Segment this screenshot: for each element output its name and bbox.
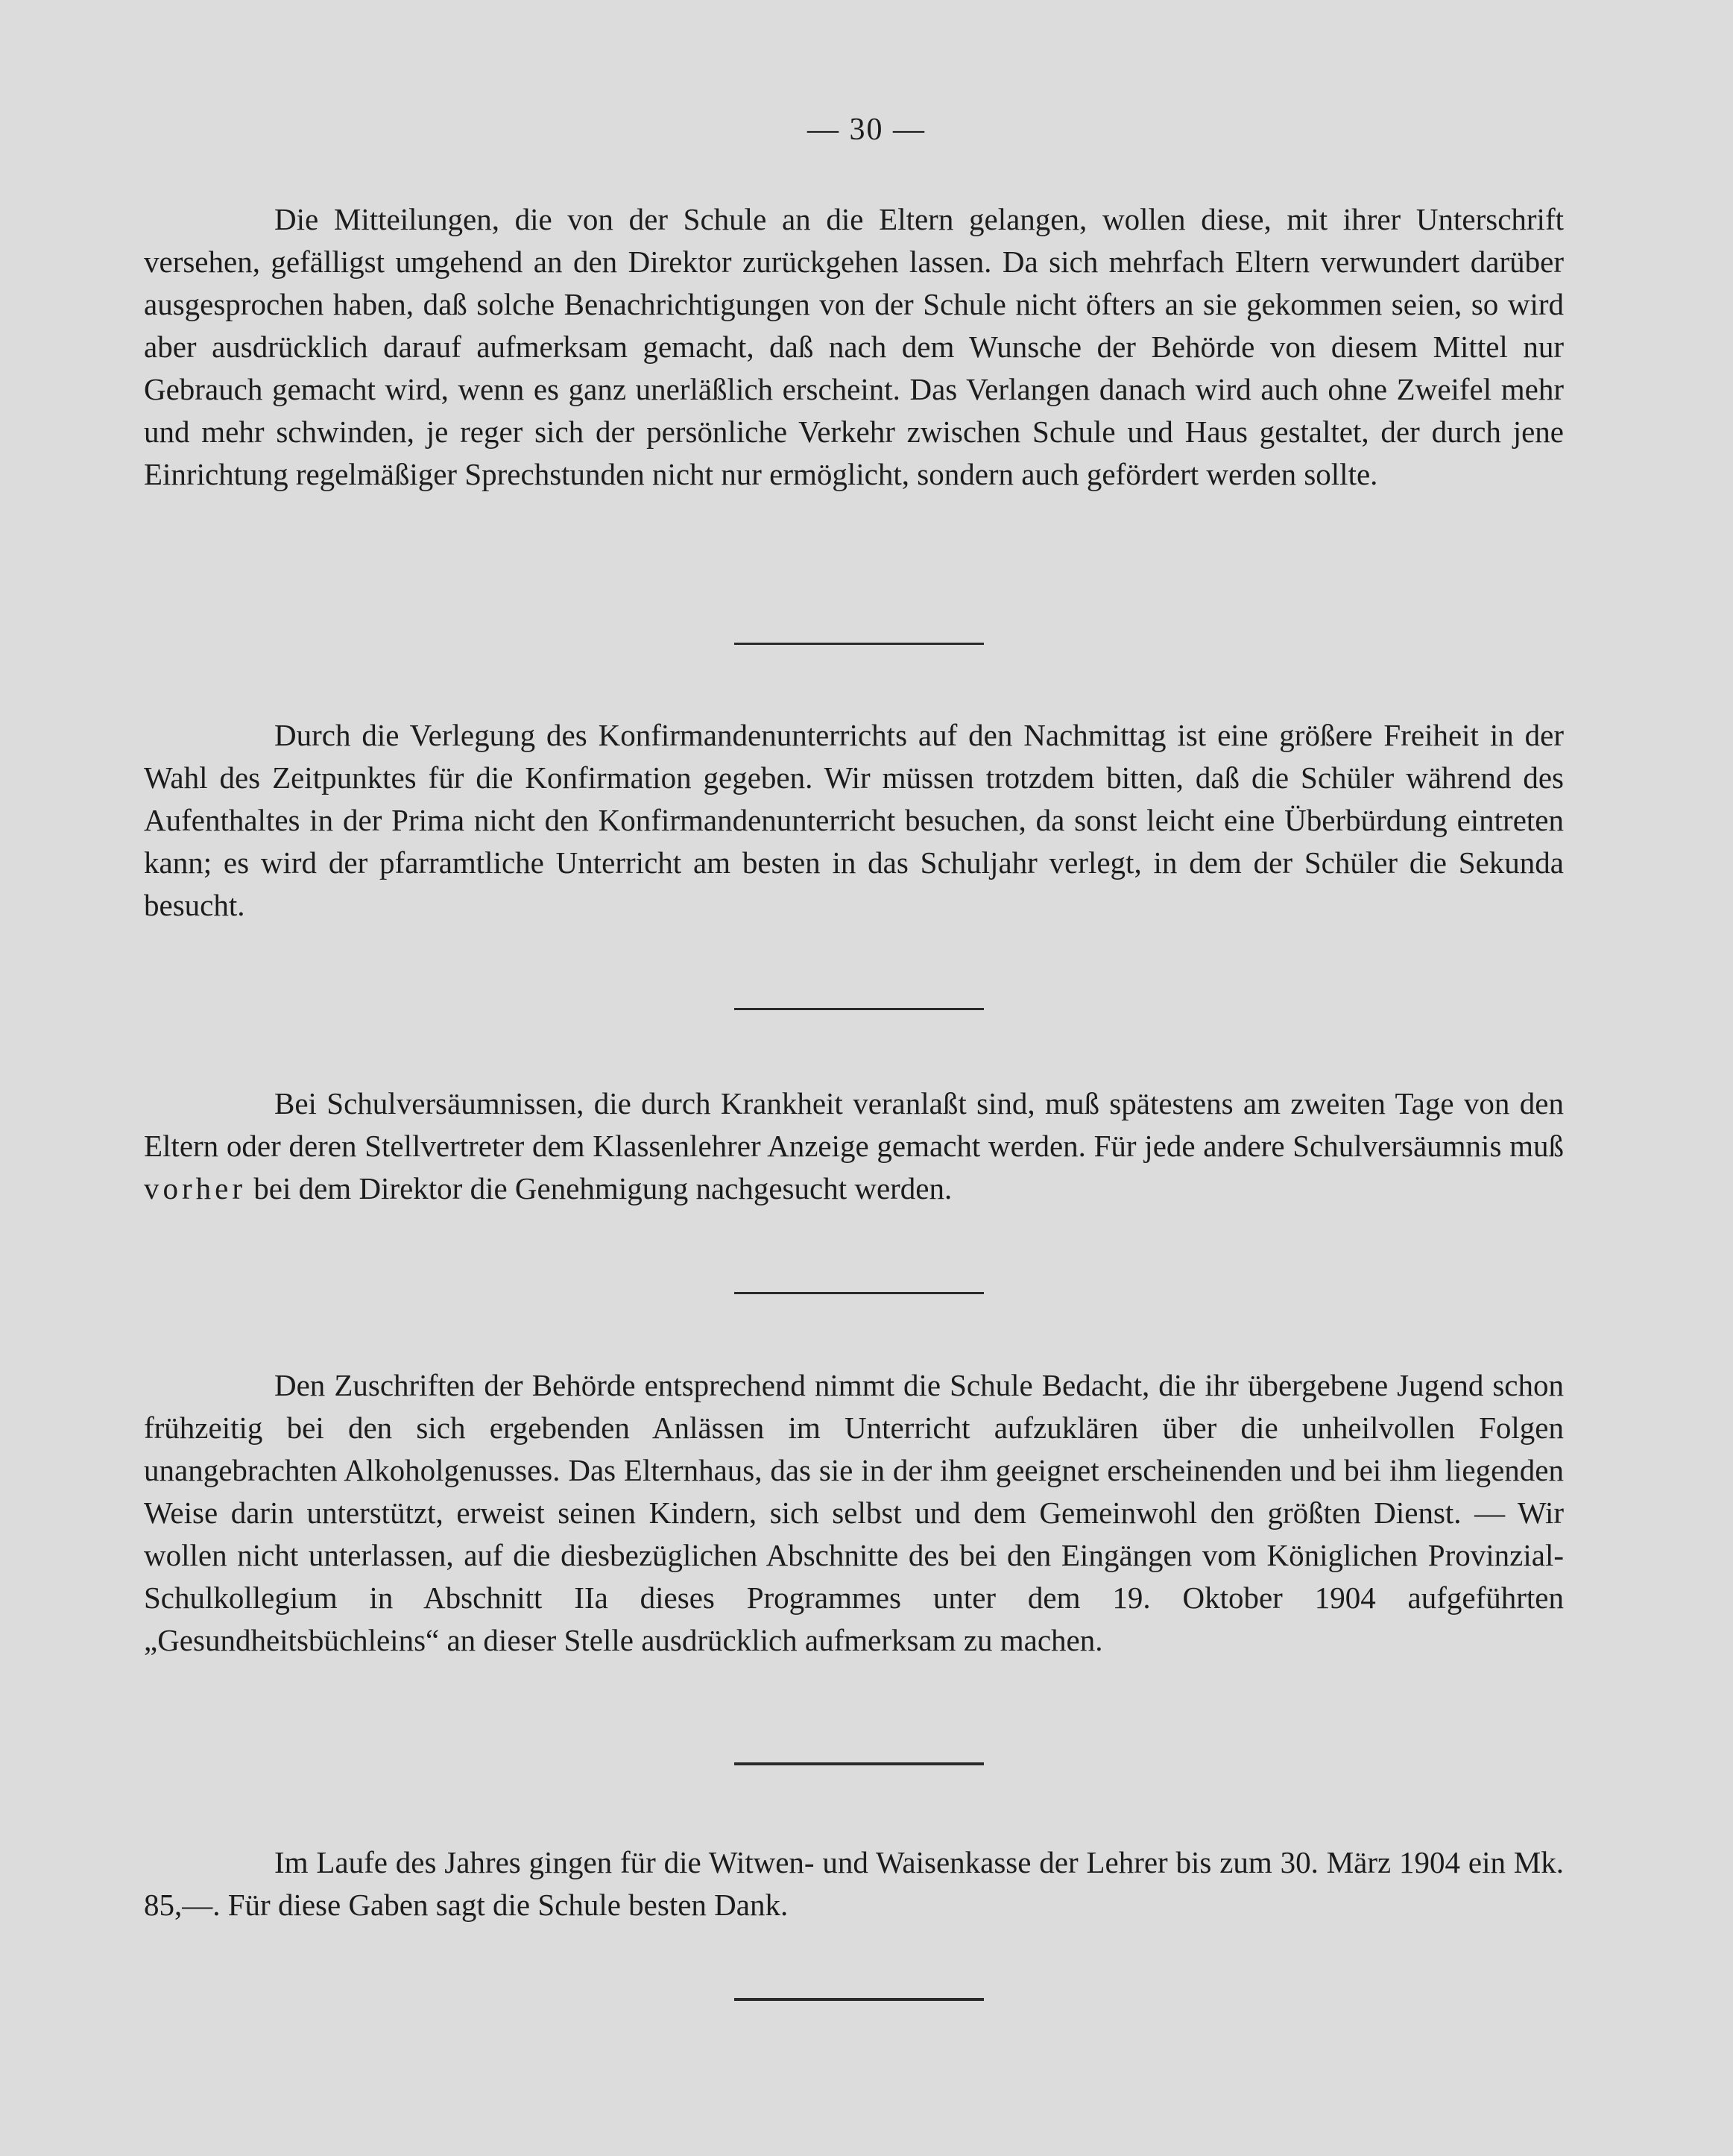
paragraph-confirmation-lessons: Durch die Verlegung des Konfirmandenunterrichts auf den Nachmittag ist eine größere Freiheit in der Wahl des Zeitpunktes für die Konfirmation gegeben. Wir müssen trotzdem bitten, daß die Schüler während des Aufenthaltes in der Prima nicht den Konfirmandenunterricht besuchen, da sonst leicht eine Überbürdung eintreten kann; es wird der pfarramtliche Unterricht am besten in das Schuljahr verlegt, in dem der Schüler die Sekunda besucht. [144,718,1564,922]
paragraph-alcohol-education: Den Zuschriften der Behörde entsprechend nimmt die Schule Bedacht, die ihr übergebene Jugend schon frühzeitig bei den sich ergebenden Anlässen im Unterricht aufzuklären über die unheilvollen Folgen unangebrachten Alkoholgenusses. Das Elternhaus, das sie in der ihm geeignet erscheinenden und bei ihm liegenden Weise darin unterstützt, erweist seinen Kindern, sich selbst und dem Gemeinwohl den größten Dienst. — Wir wollen nicht unterlassen, auf die diesbezüglichen Abschnitte des bei den Eingängen vom Königlichen Provinzial-Schulkollegium in Abschnitt IIa dieses Programmes unter dem 19. Oktober 1904 aufgeführten „Gesundheitsbüchleins“ an dieser Stelle ausdrücklich aufmerksam zu machen. [144,1368,1564,1657]
page-number: — 30 — [807,113,926,147]
absences-text-start: Bei Schulversäumnissen, die durch Krankheit veranlaßt sind, muß spätestens am zweiten Tage von den Eltern oder deren Stellvertreter dem Klassenlehrer Anzeige gemacht werden. Für jede andere Schulversäumnis muß [144,1086,1564,1163]
section-divider [734,1998,984,2001]
emphasized-word: vorher [144,1171,247,1205]
section-divider [734,1008,984,1010]
section-divider [734,1292,984,1294]
section-divider [734,1762,984,1765]
absences-text-end: bei dem Direktor die Genehmigung nachgesucht werden. [246,1171,953,1205]
paragraph-school-notifications: Die Mitteilungen, die von der Schule an die Eltern gelangen, wollen diese, mit ihrer Unterschrift versehen, gefälligst umgehend an den Direktor zurückgehen lassen. Da sich mehrfach Eltern verwundert darüber ausgesprochen haben, daß solche Benachrichtigungen von der Schule nicht öfters an sie gekommen seien, so wird aber ausdrücklich darauf aufmerksam gemacht, daß nach dem Wunsche der Behörde von diesem Mittel nur Gebrauch gemacht wird, wenn es ganz unerläßlich erscheint. Das Verlangen danach wird auch ohne Zweifel mehr und mehr schwinden, je reger sich der persönliche Verkehr zwischen Schule und Haus gestaltet, der durch jene Einrichtung regelmäßiger Sprechstunden nicht nur ermöglicht, sondern auch gefördert werden sollte. [144,202,1564,491]
paragraph-widows-orphans-fund: Im Laufe des Jahres gingen für die Witwen- und Waisenkasse der Lehrer bis zum 30. März 1904 ein Mk. 85,—. Für diese Gaben sagt die Schule besten Dank. [144,1845,1564,1922]
paragraph-school-absences [144,1082,1564,1210]
section-divider [734,643,984,645]
